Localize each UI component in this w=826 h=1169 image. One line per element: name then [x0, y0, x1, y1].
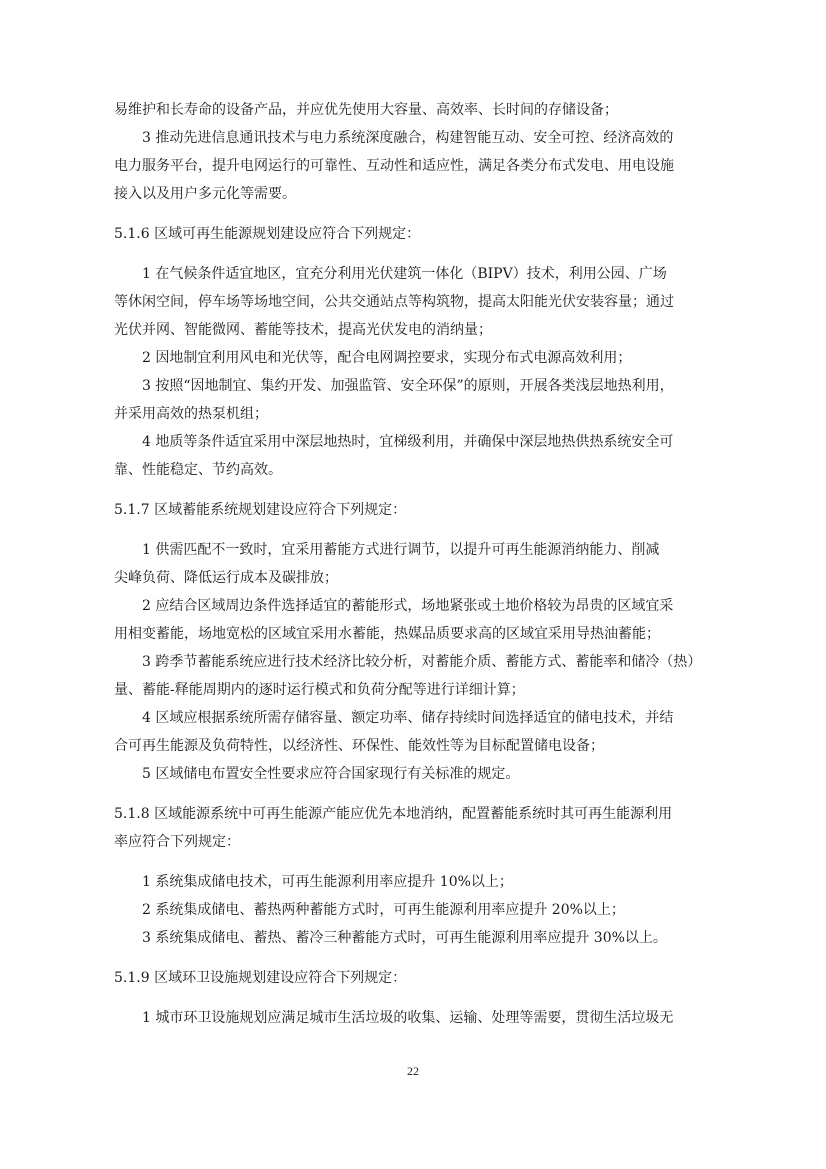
text-line: 量、蓄能-释能周期内的逐时运行模式和负荷分配等进行详细计算；	[114, 682, 525, 698]
text-line: 1 供需匹配不一致时，宜采用蓄能方式进行调节，以提升可再生能源消纳能力、削减	[142, 542, 660, 558]
section-heading	[114, 964, 714, 992]
text-line: 光伏并网、智能微网、蓄能等技术，提高光伏发电的消纳量；	[114, 322, 492, 338]
text-line: 易维护和长寿命的设备产品，并应优先使用大容量、高效率、长时间的存储设备；	[114, 102, 618, 118]
text-line: 接入以及用户多元化等需要。	[114, 186, 296, 202]
clause-item	[114, 760, 714, 788]
paragraph-gap	[114, 856, 714, 868]
paragraph-gap	[114, 208, 714, 220]
clause-item	[114, 704, 714, 760]
text-line: 2 应结合区域周边条件选择适宜的蓄能形式，场地紧张或土地价格较为昂贵的区域宜采	[142, 598, 674, 614]
clause-item	[114, 260, 714, 344]
text-line: 4 区域应根据系统所需存储容量、额定功率、储存持续时间选择适宜的储电技术，并结	[142, 710, 674, 726]
clause-item	[114, 868, 714, 896]
text-line: 5.1.8 区域能源系统中可再生能源产能应优先本地消纳，配置蓄能系统时其可再生能源利用	[114, 806, 673, 822]
text-line: 5 区域储电布置安全性要求应符合国家现行有关标准的规定。	[142, 766, 520, 782]
clause-item	[114, 344, 714, 372]
clause-item	[114, 428, 714, 484]
clause-item	[114, 1004, 714, 1032]
section-heading	[114, 496, 714, 524]
text-line: 5.1.7 区域蓄能系统规划建设应符合下列规定：	[114, 502, 407, 518]
text-line: 等休闲空间，停车场等场地空间，公共交通站点等构筑物，提高太阳能光伏安装容量；通过	[114, 294, 674, 310]
paragraph-gap	[114, 992, 714, 1004]
text-line: 3 系统集成储电、蓄热、蓄冷三种蓄能方式时，可再生能源利用率应提升 30%以上。	[142, 930, 667, 946]
text-line: 2 因地制宜利用风电和光伏等，配合电网调控要求，实现分布式电源高效利用；	[142, 350, 632, 366]
text-line: 3 按照“因地制宜、集约开发、加强监管、安全环保”的原则，开展各类浅层地热利用，	[142, 378, 674, 394]
clause-item	[114, 648, 714, 704]
clause-item	[114, 896, 714, 924]
text-line: 1 系统集成储电技术，可再生能源利用率应提升 10%以上；	[142, 874, 513, 890]
clause-item	[114, 372, 714, 428]
paragraph-gap	[114, 484, 714, 496]
document-body	[114, 96, 714, 1032]
section-heading	[114, 220, 714, 248]
text-line: 1 在气候条件适宜地区，宜充分利用光伏建筑一体化（BIPV）技术，利用公园、广场	[142, 266, 667, 282]
text-line: 合可再生能源及负荷特性，以经济性、环保性、能效性等为目标配置储电设备；	[114, 738, 604, 754]
section-heading	[114, 800, 714, 856]
text-line: 尖峰负荷、降低运行成本及碳排放；	[114, 570, 338, 586]
text-line: 5.1.9 区域环卫设施规划建设应符合下列规定：	[114, 970, 407, 986]
clause-item	[114, 124, 714, 208]
text-line: 率应符合下列规定：	[114, 834, 240, 850]
clause-item	[114, 924, 714, 952]
text-line: 3 推动先进信息通讯技术与电力系统深度融合，构建智能互动、安全可控、经济高效的	[142, 130, 674, 146]
paragraph-gap	[114, 788, 714, 800]
page-number: 22	[407, 1064, 419, 1078]
text-line: 1 城市环卫设施规划应满足城市生活垃圾的收集、运输、处理等需要，贯彻生活垃圾无	[142, 1010, 674, 1026]
text-line: 2 系统集成储电、蓄热两种蓄能方式时，可再生能源利用率应提升 20%以上；	[142, 902, 625, 918]
text-line: 靠、性能稳定、节约高效。	[114, 462, 282, 478]
text-line: 5.1.6 区域可再生能源规划建设应符合下列规定：	[114, 226, 421, 242]
paragraph-gap	[114, 524, 714, 536]
text-line: 并采用高效的热泵机组；	[114, 406, 268, 422]
text-line: 3 跨季节蓄能系统应进行技术经济比较分析，对蓄能介质、蓄能方式、蓄能率和储冷（热）	[142, 654, 702, 670]
clause-item	[114, 536, 714, 592]
text-line: 电力服务平台，提升电网运行的可靠性、互动性和适应性，满足各类分布式发电、用电设施	[114, 158, 674, 174]
clause-item	[114, 592, 714, 648]
paragraph-gap	[114, 952, 714, 964]
clause-item	[114, 96, 714, 124]
paragraph-gap	[114, 248, 714, 260]
text-line: 4 地质等条件适宜采用中深层地热时，宜梯级利用，并确保中深层地热供热系统安全可	[142, 434, 674, 450]
text-line: 用相变蓄能，场地宽松的区域宜采用水蓄能，热媒品质要求高的区域宜采用导热油蓄能；	[114, 626, 660, 642]
